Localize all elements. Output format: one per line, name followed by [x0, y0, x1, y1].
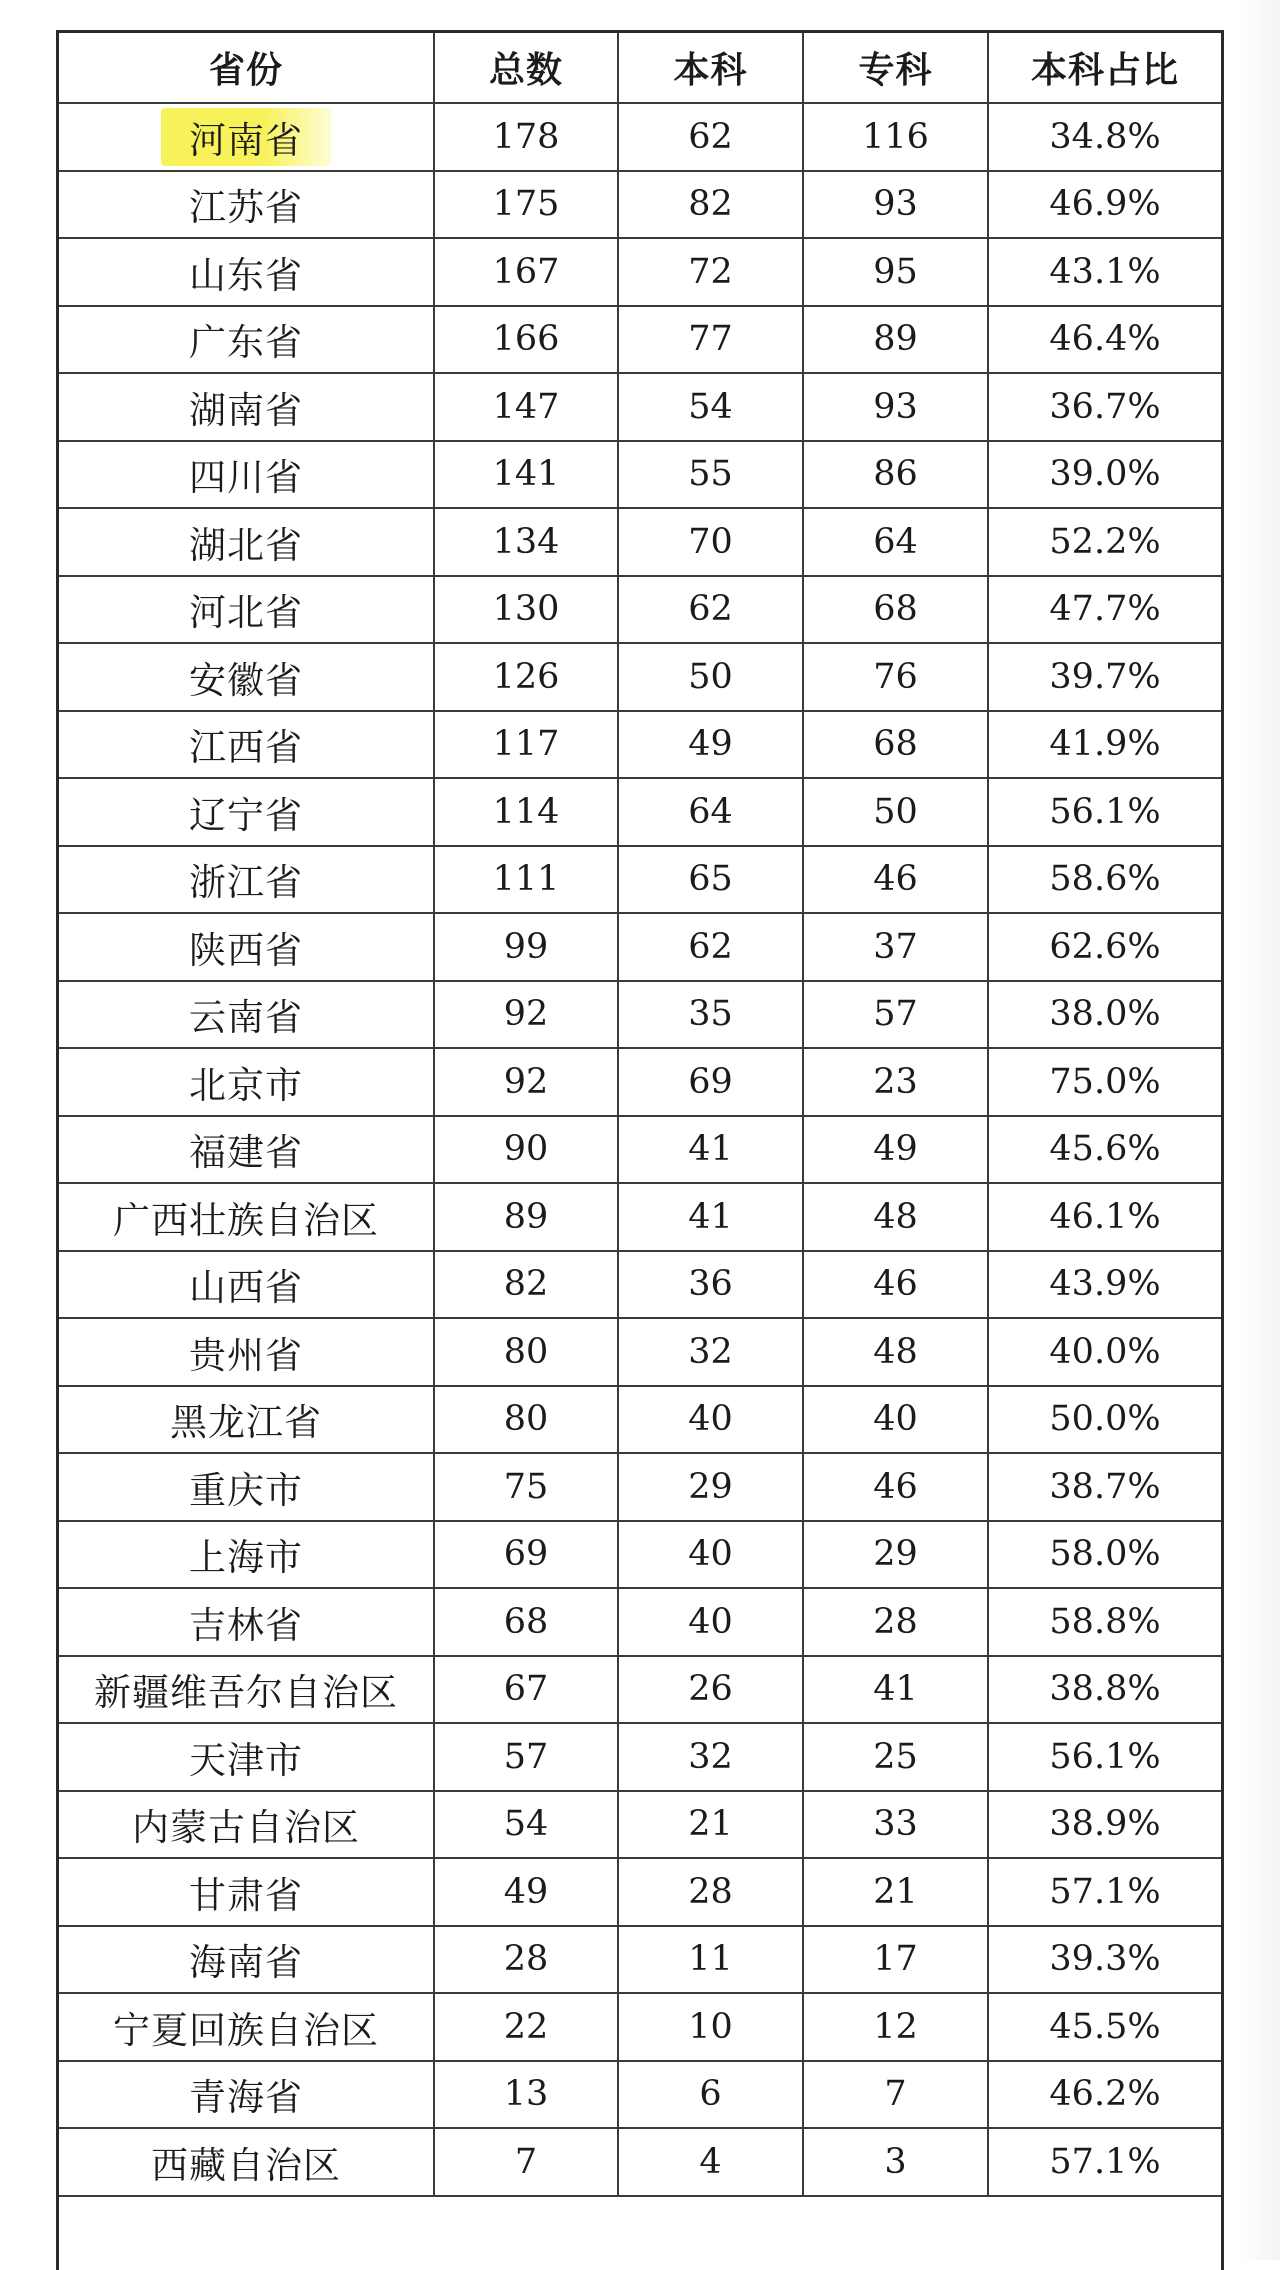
- cell-ratio: 46.9%: [988, 171, 1221, 239]
- cell-junior: 48: [803, 1318, 988, 1386]
- cell-total: 92: [434, 1048, 618, 1116]
- table-row: [59, 846, 1221, 914]
- cell-ratio: 57.1%: [988, 1858, 1221, 1926]
- cell-province: 山西省: [59, 1251, 434, 1319]
- cell-total: 141: [434, 441, 618, 509]
- table-row: [59, 2128, 1221, 2196]
- table-row: [59, 238, 1221, 306]
- table-row: [59, 1723, 1221, 1791]
- cell-junior: 17: [803, 1926, 988, 1994]
- cell-bachelor: 32: [618, 1318, 803, 1386]
- cell-total: 134: [434, 508, 618, 576]
- province-table: [59, 33, 1221, 2197]
- cell-ratio: 39.7%: [988, 643, 1221, 711]
- cell-total: 89: [434, 1183, 618, 1251]
- cell-ratio: 41.9%: [988, 711, 1221, 779]
- cell-ratio: 56.1%: [988, 778, 1221, 846]
- cell-total: 178: [434, 103, 618, 171]
- cell-bachelor: 28: [618, 1858, 803, 1926]
- cell-bachelor: 40: [618, 1386, 803, 1454]
- table-row: [59, 576, 1221, 644]
- cell-total: 67: [434, 1656, 618, 1724]
- table-row: [59, 306, 1221, 374]
- cell-ratio: 46.2%: [988, 2061, 1221, 2129]
- cell-junior: 49: [803, 1116, 988, 1184]
- table-row: [59, 1588, 1221, 1656]
- cell-total: 92: [434, 981, 618, 1049]
- table-row: [59, 508, 1221, 576]
- cell-ratio: 43.9%: [988, 1251, 1221, 1319]
- cell-bachelor: 35: [618, 981, 803, 1049]
- cell-province: 河北省: [59, 576, 434, 644]
- table-row: [59, 981, 1221, 1049]
- cell-junior: 28: [803, 1588, 988, 1656]
- cell-junior: 21: [803, 1858, 988, 1926]
- table-row: [59, 1386, 1221, 1454]
- cell-junior: 116: [803, 103, 988, 171]
- table-header: [59, 33, 1221, 103]
- cell-junior: 95: [803, 238, 988, 306]
- cell-bachelor: 70: [618, 508, 803, 576]
- cell-total: 130: [434, 576, 618, 644]
- cell-junior: 68: [803, 711, 988, 779]
- table-row: [59, 2061, 1221, 2129]
- cell-ratio: 75.0%: [988, 1048, 1221, 1116]
- cell-junior: 46: [803, 1251, 988, 1319]
- table-row: [59, 1521, 1221, 1589]
- header-junior: 专科: [803, 33, 988, 103]
- cell-junior: 3: [803, 2128, 988, 2196]
- cell-province: 湖南省: [59, 373, 434, 441]
- cell-total: 99: [434, 913, 618, 981]
- header-ratio: 本科占比: [988, 33, 1221, 103]
- cell-ratio: 43.1%: [988, 238, 1221, 306]
- cell-bachelor: 62: [618, 576, 803, 644]
- header-province: 省份: [59, 33, 434, 103]
- cell-junior: 89: [803, 306, 988, 374]
- cell-province: 新疆维吾尔自治区: [59, 1656, 434, 1724]
- cell-junior: 40: [803, 1386, 988, 1454]
- cell-province: 甘肃省: [59, 1858, 434, 1926]
- cell-total: 111: [434, 846, 618, 914]
- cell-junior: 57: [803, 981, 988, 1049]
- cell-junior: 7: [803, 2061, 988, 2129]
- cell-total: 175: [434, 171, 618, 239]
- cell-province: 重庆市: [59, 1453, 434, 1521]
- cell-province: 辽宁省: [59, 778, 434, 846]
- cell-total: 90: [434, 1116, 618, 1184]
- cell-bachelor: 72: [618, 238, 803, 306]
- cell-total: 80: [434, 1386, 618, 1454]
- cell-junior: 46: [803, 846, 988, 914]
- cell-junior: 41: [803, 1656, 988, 1724]
- cell-bachelor: 54: [618, 373, 803, 441]
- table-row: [59, 1858, 1221, 1926]
- cell-total: 75: [434, 1453, 618, 1521]
- cell-ratio: 39.0%: [988, 441, 1221, 509]
- cell-bachelor: 36: [618, 1251, 803, 1319]
- cell-junior: 93: [803, 171, 988, 239]
- cell-bachelor: 64: [618, 778, 803, 846]
- cell-province: 广西壮族自治区: [59, 1183, 434, 1251]
- cell-ratio: 34.8%: [988, 103, 1221, 171]
- cell-junior: 29: [803, 1521, 988, 1589]
- cell-junior: 68: [803, 576, 988, 644]
- table-row: [59, 1453, 1221, 1521]
- cell-junior: 86: [803, 441, 988, 509]
- cell-ratio: 38.7%: [988, 1453, 1221, 1521]
- cell-total: 117: [434, 711, 618, 779]
- cell-ratio: 45.5%: [988, 1993, 1221, 2061]
- table-row: [59, 1993, 1221, 2061]
- table-row: [59, 1656, 1221, 1724]
- cell-bachelor: 21: [618, 1791, 803, 1859]
- cell-total: 126: [434, 643, 618, 711]
- cell-bachelor: 41: [618, 1116, 803, 1184]
- cell-province: 四川省: [59, 441, 434, 509]
- cell-ratio: 46.1%: [988, 1183, 1221, 1251]
- header-total: 总数: [434, 33, 618, 103]
- cell-province: 贵州省: [59, 1318, 434, 1386]
- header-row: [59, 33, 1221, 103]
- cell-junior: 48: [803, 1183, 988, 1251]
- cell-ratio: 40.0%: [988, 1318, 1221, 1386]
- table-row: [59, 171, 1221, 239]
- cell-ratio: 38.0%: [988, 981, 1221, 1049]
- cell-bachelor: 55: [618, 441, 803, 509]
- cell-ratio: 38.9%: [988, 1791, 1221, 1859]
- cell-ratio: 57.1%: [988, 2128, 1221, 2196]
- table-row: [59, 373, 1221, 441]
- cell-bachelor: 82: [618, 171, 803, 239]
- cell-bachelor: 4: [618, 2128, 803, 2196]
- document-sheet: [56, 30, 1224, 2270]
- cell-bachelor: 11: [618, 1926, 803, 1994]
- cell-junior: 37: [803, 913, 988, 981]
- cell-ratio: 58.8%: [988, 1588, 1221, 1656]
- table-row: [59, 643, 1221, 711]
- cell-province: 云南省: [59, 981, 434, 1049]
- table-row: [59, 1183, 1221, 1251]
- cell-bachelor: 62: [618, 913, 803, 981]
- cell-total: 54: [434, 1791, 618, 1859]
- cell-total: 82: [434, 1251, 618, 1319]
- cell-junior: 46: [803, 1453, 988, 1521]
- cell-province: 海南省: [59, 1926, 434, 1994]
- cell-ratio: 45.6%: [988, 1116, 1221, 1184]
- cell-bachelor: 69: [618, 1048, 803, 1116]
- cell-province: 山东省: [59, 238, 434, 306]
- cell-total: 166: [434, 306, 618, 374]
- cell-bachelor: 62: [618, 103, 803, 171]
- cell-province: 浙江省: [59, 846, 434, 914]
- cell-ratio: 52.2%: [988, 508, 1221, 576]
- cell-province: 福建省: [59, 1116, 434, 1184]
- cell-ratio: 46.4%: [988, 306, 1221, 374]
- cell-province: 西藏自治区: [59, 2128, 434, 2196]
- cell-bachelor: 40: [618, 1588, 803, 1656]
- table-row: [59, 441, 1221, 509]
- cell-total: 22: [434, 1993, 618, 2061]
- cell-ratio: 50.0%: [988, 1386, 1221, 1454]
- cell-bachelor: 49: [618, 711, 803, 779]
- cell-ratio: 62.6%: [988, 913, 1221, 981]
- cell-bachelor: 32: [618, 1723, 803, 1791]
- table-row: [59, 103, 1221, 171]
- cell-province: 安徽省: [59, 643, 434, 711]
- table-row: [59, 778, 1221, 846]
- cell-total: 28: [434, 1926, 618, 1994]
- table-row: [59, 1318, 1221, 1386]
- cell-ratio: 56.1%: [988, 1723, 1221, 1791]
- cell-province: 上海市: [59, 1521, 434, 1589]
- table-row: [59, 1116, 1221, 1184]
- cell-junior: 76: [803, 643, 988, 711]
- highlighted-province: 河南省: [161, 108, 331, 166]
- cell-total: 68: [434, 1588, 618, 1656]
- header-bachelor: 本科: [618, 33, 803, 103]
- cell-total: 147: [434, 373, 618, 441]
- cell-province: 江西省: [59, 711, 434, 779]
- page-edge-shadow: [1240, 0, 1280, 2260]
- cell-total: 80: [434, 1318, 618, 1386]
- cell-junior: 23: [803, 1048, 988, 1116]
- cell-province: 宁夏回族自治区: [59, 1993, 434, 2061]
- table-row: [59, 1048, 1221, 1116]
- cell-bachelor: 77: [618, 306, 803, 374]
- cell-bachelor: 50: [618, 643, 803, 711]
- cell-junior: 25: [803, 1723, 988, 1791]
- cell-province: 内蒙古自治区: [59, 1791, 434, 1859]
- cell-province: [59, 103, 434, 171]
- cell-bachelor: 40: [618, 1521, 803, 1589]
- cell-province: 天津市: [59, 1723, 434, 1791]
- cell-junior: 93: [803, 373, 988, 441]
- cell-province: 吉林省: [59, 1588, 434, 1656]
- cell-total: 57: [434, 1723, 618, 1791]
- cell-ratio: 47.7%: [988, 576, 1221, 644]
- cell-junior: 50: [803, 778, 988, 846]
- cell-province: 青海省: [59, 2061, 434, 2129]
- table-row: [59, 913, 1221, 981]
- table-row: [59, 1791, 1221, 1859]
- cell-junior: 33: [803, 1791, 988, 1859]
- cell-total: 69: [434, 1521, 618, 1589]
- cell-ratio: 39.3%: [988, 1926, 1221, 1994]
- cell-province: 陕西省: [59, 913, 434, 981]
- table-row: [59, 1251, 1221, 1319]
- cell-total: 7: [434, 2128, 618, 2196]
- table-row: [59, 711, 1221, 779]
- cell-bachelor: 10: [618, 1993, 803, 2061]
- cell-bachelor: 29: [618, 1453, 803, 1521]
- cell-bachelor: 41: [618, 1183, 803, 1251]
- cell-bachelor: 26: [618, 1656, 803, 1724]
- cell-province: 黑龙江省: [59, 1386, 434, 1454]
- cell-junior: 12: [803, 1993, 988, 2061]
- cell-ratio: 58.0%: [988, 1521, 1221, 1589]
- table-row: [59, 1926, 1221, 1994]
- cell-province: 江苏省: [59, 171, 434, 239]
- cell-ratio: 36.7%: [988, 373, 1221, 441]
- cell-junior: 64: [803, 508, 988, 576]
- cell-total: 13: [434, 2061, 618, 2129]
- table-body: [59, 103, 1221, 2196]
- cell-total: 167: [434, 238, 618, 306]
- cell-bachelor: 6: [618, 2061, 803, 2129]
- cell-province: 广东省: [59, 306, 434, 374]
- cell-bachelor: 65: [618, 846, 803, 914]
- cell-ratio: 38.8%: [988, 1656, 1221, 1724]
- cell-total: 114: [434, 778, 618, 846]
- cell-total: 49: [434, 1858, 618, 1926]
- cell-ratio: 58.6%: [988, 846, 1221, 914]
- cell-province: 北京市: [59, 1048, 434, 1116]
- cell-province: 湖北省: [59, 508, 434, 576]
